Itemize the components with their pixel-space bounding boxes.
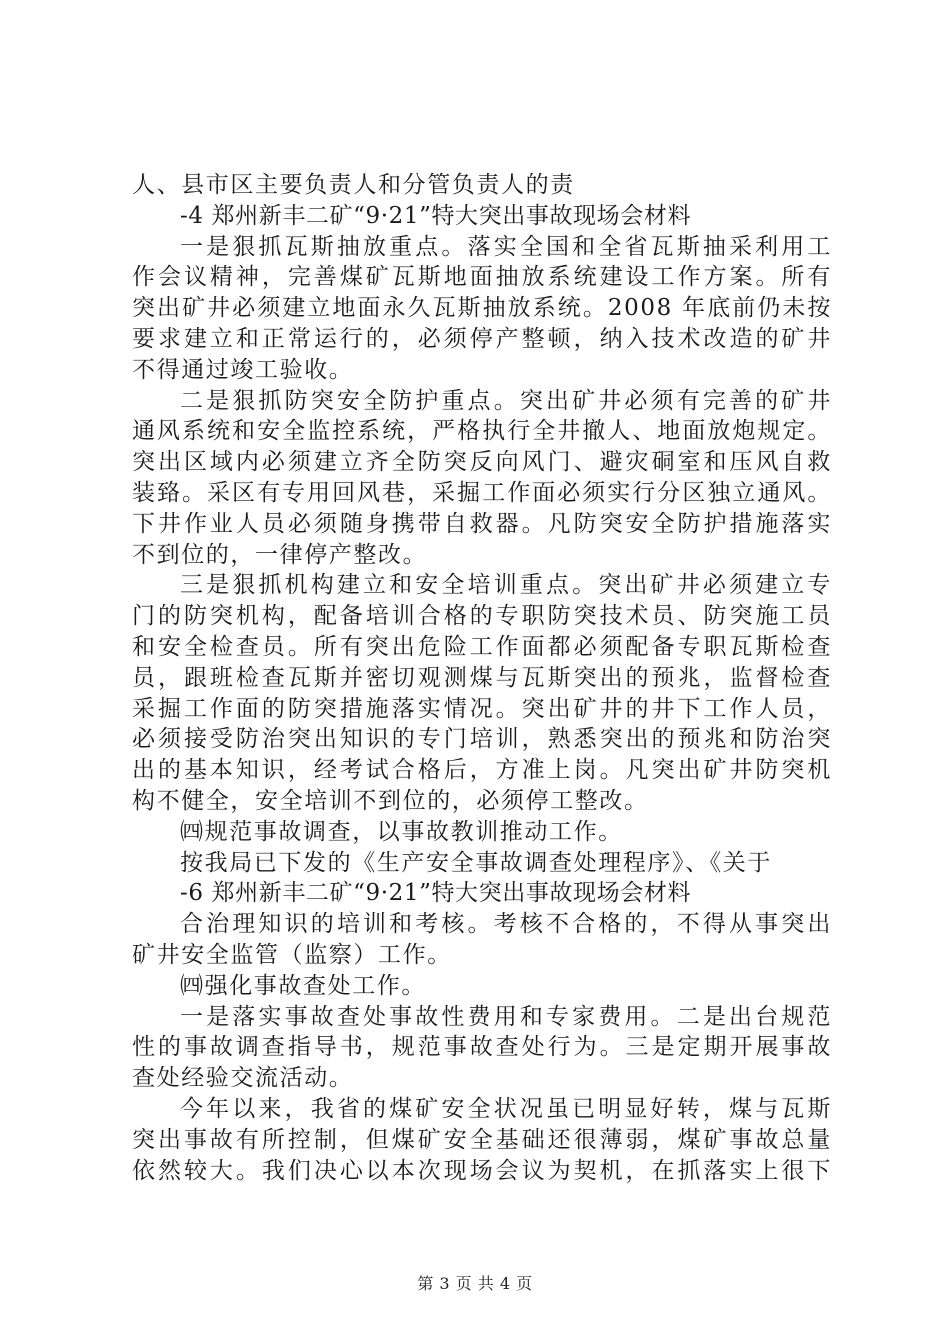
text-line: 按我局已下发的《生产安全事故调查处理程序》、《关于	[180, 849, 772, 876]
text-line: 今年以来，我省的煤矿安全状况虽已明显好转，煤与瓦斯	[180, 1095, 832, 1122]
text-line: 通风系统和安全监控系统，严格执行全井撤人、地面放炮规定。	[132, 418, 832, 445]
text-line: 突出事故有所控制，但煤矿安全基础还很薄弱，煤矿事故总量	[132, 1126, 832, 1153]
text-line: 查处经验交流活动。	[132, 1065, 354, 1092]
text-line: 和安全检查员。所有突出危险工作面都必须配备专职瓦斯检查	[132, 633, 832, 660]
text-line: 必须接受防治突出知识的专门培训，熟悉突出的预兆和防治突	[132, 726, 832, 753]
text-line: 矿井安全监管（监察）工作。	[132, 941, 452, 968]
text-line: 要求建立和正常运行的，必须停产整顿，纳入技术改造的矿井	[132, 325, 832, 352]
text-line: 合治理知识的培训和考核。考核不合格的，不得从事突出	[180, 911, 832, 938]
text-line: 不得通过竣工验收。	[132, 356, 354, 383]
document-body	[132, 170, 832, 1186]
text-line: 门的防突机构，配备培训合格的专职防突技术员、防突施工员	[132, 603, 832, 630]
text-line: 一是狠抓瓦斯抽放重点。落实全国和全省瓦斯抽采利用工	[180, 233, 832, 260]
running-header: -4 郑州新丰二矿“9·21”特大突出事故现场会材料	[180, 202, 692, 229]
text-line: 二是狠抓防突安全防护重点。突出矿井必须有完善的矿井	[180, 387, 832, 414]
text-line: 性的事故调查指导书，规范事故查处行为。三是定期开展事故	[132, 1034, 832, 1061]
text-line: 不到位的，一律停产整改。	[132, 541, 428, 568]
text-line: 装臵。采区有专用回风巷，采掘工作面必须实行分区独立通风。	[132, 479, 832, 506]
text-line: 作会议精神，完善煤矿瓦斯地面抽放系统建设工作方案。所有	[132, 264, 832, 291]
text-line: 人、县市区主要负责人和分管负责人的责	[132, 172, 575, 198]
text-line: 构不健全，安全培训不到位的，必须停工整改。	[132, 787, 649, 814]
text-line: 三是狠抓机构建立和安全培训重点。突出矿井必须建立专	[180, 572, 832, 599]
text-line: 突出矿井必须建立地面永久瓦斯抽放系统。2008 年底前仍未按	[132, 295, 832, 322]
text-line: 一是落实事故查处事故性费用和专家费用。二是出台规范	[180, 1003, 832, 1030]
page-footer: 第 3 页 共 4 页	[417, 1274, 533, 1293]
text-line: 下井作业人员必须随身携带自救器。凡防突安全防护措施落实	[132, 510, 832, 537]
text-line: 采掘工作面的防突措施落实情况。突出矿井的井下工作人员，	[132, 695, 832, 722]
text-line: 突出区域内必须建立齐全防突反向风门、避灾硐室和压风自救	[132, 449, 832, 476]
running-header: -6 郑州新丰二矿“9·21”特大突出事故现场会材料	[180, 880, 692, 907]
text-line: 出的基本知识，经考试合格后，方准上岗。凡突出矿井防突机	[132, 757, 832, 784]
text-line: ㈣强化事故查处工作。	[180, 972, 426, 999]
text-line: ㈣规范事故调查，以事故教训推动工作。	[180, 818, 623, 845]
text-line: 依然较大。我们决心以本次现场会议为契机，在抓落实上很下	[132, 1157, 832, 1184]
text-line: 员，跟班检查瓦斯并密切观测煤与瓦斯突出的预兆，监督检查	[132, 664, 832, 691]
